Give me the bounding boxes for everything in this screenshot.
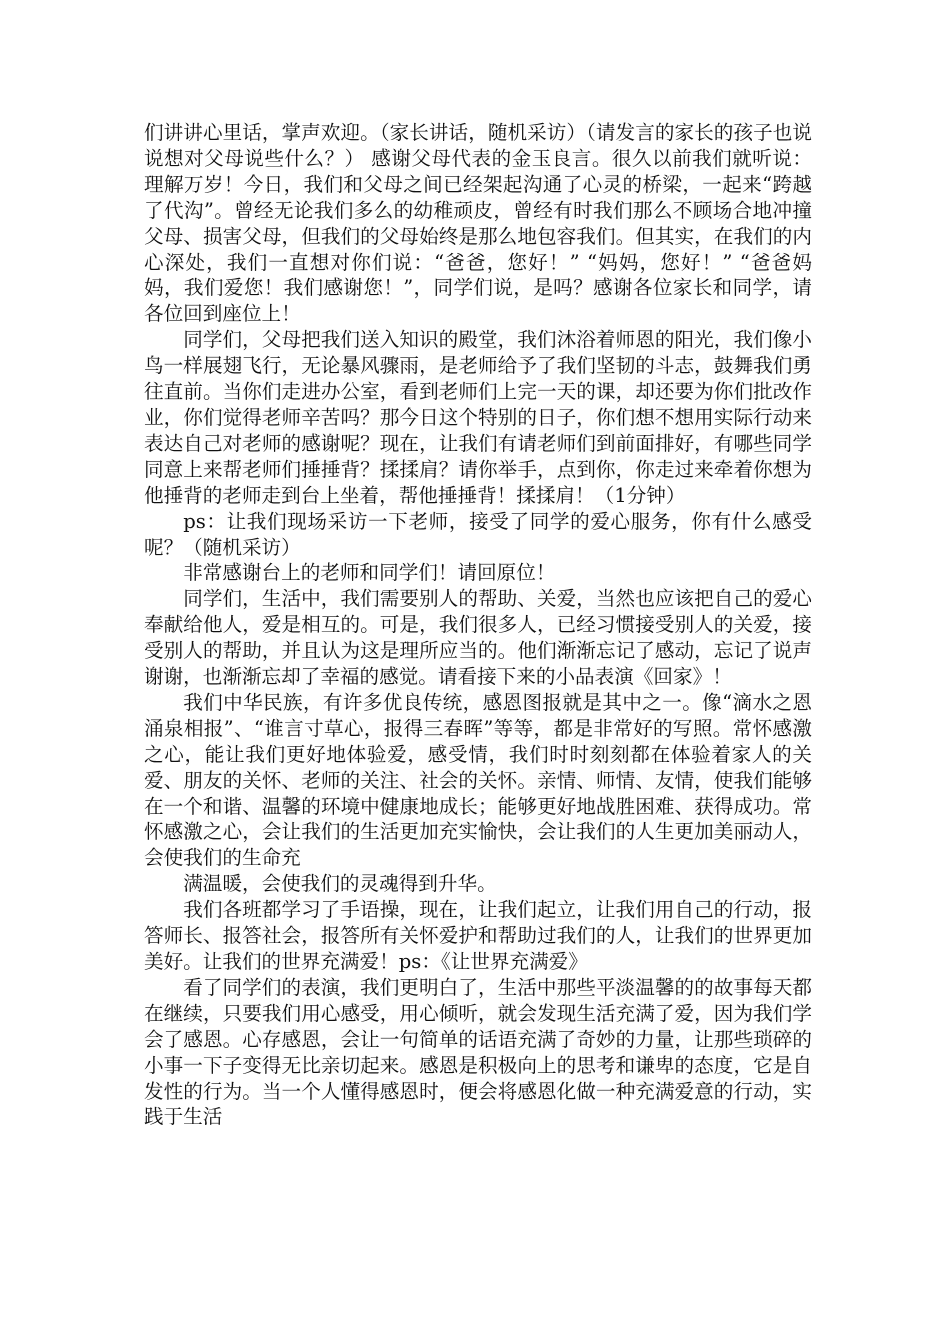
document-body <box>144 120 812 1130</box>
paragraph: 看了同学们的表演，我们更明白了，生活中那些平淡温馨的的故事每天都在继续，只要我们用心感受，用心倾听，就会发现生活充满了爱，因为我们学会了感恩。心存感恩，会让一句简单的话语充满了奇妙的力量，让那些琐碎的小事一下子变得无比亲切起来。感恩是积极向上的思考和谦卑的态度，它是自发性的行为。当一个人懂得感恩时，便会将感恩化做一种充满爱意的行动，实践于生活 <box>144 975 812 1129</box>
paragraph: 们讲讲心里话，掌声欢迎。（家长讲话，随机采访）（请发言的家长的孩子也说说想对父母说些什么？） 感谢父母代表的金玉良言。很久以前我们就听说：理解万岁！今日，我们和父母之间已经架起沟通了心灵的桥梁，一起来“跨越了代沟”。曾经无论我们多么的幼稚顽皮，曾经有时我们那么不顾场合地冲撞父母、损害父母，但我们的父母始终是那么地包容我们。但其实，在我们的内心深处，我们一直想对你们说：“爸爸，您好！” “妈妈，您好！” “爸爸妈妈，我们爱您！我们感谢您！”，同学们说，是吗？感谢各位家长和同学，请各位回到座位上！ <box>144 121 812 326</box>
paragraph: 同学们，生活中，我们需要别人的帮助、关爱，当然也应该把自己的爱心奉献给他人，爱是相互的。可是，我们很多人，已经习惯接受别人的关爱，接受别人的帮助，并且认为这是理所应当的。他们渐渐忘记了感动，忘记了说声谢谢，也渐渐忘却了幸福的感觉。请看接下来的小品表演《回家》！ <box>144 587 812 689</box>
paragraph: 满温暖，会使我们的灵魂得到升华。 <box>183 872 497 896</box>
paragraph: 我们中华民族，有许多优良传统，感恩图报就是其中之一。像“滴水之恩涌泉相报”、“谁言寸草心，报得三春晖”等等，都是非常好的写照。常怀感激之心，能让我们更好地体验爱，感受情，我们时时刻刻都在体验着家人的关爱、朋友的关怀、老师的关注、社会的关怀。亲情、师情、友情，使我们能够在一个和谐、温馨的环境中健康地成长；能够更好地战胜困难、获得成功。常怀感激之心，会让我们的生活更加充实愉快，会让我们的人生更加美丽动人，会使我们的生命充 <box>144 690 812 870</box>
paragraph: 同学们，父母把我们送入知识的殿堂，我们沐浴着师恩的阳光，我们像小鸟一样展翅飞行，无论暴风骤雨，是老师给予了我们坚韧的斗志，鼓舞我们勇往直前。当你们走进办公室，看到老师们上完一天的课，却还要为你们批改作业，你们觉得老师辛苦吗？那今日这个特别的日子，你们想不想用实际行动来表达自己对老师的感谢呢？现在，让我们有请老师们到前面排好，有哪些同学同意上来帮老师们捶捶背？揉揉肩？请你举手，点到你，你走过来牵着你想为他捶背的老师走到台上坐着，帮他捶捶背！揉揉肩！（1分钟） <box>144 328 812 507</box>
paragraph: ps：让我们现场采访一下老师，接受了同学的爱心服务，你有什么感受呢？（随机采访） <box>144 509 812 559</box>
paragraph: 我们各班都学习了手语操，现在，让我们起立，让我们用自己的行动，报答师长、报答社会，报答所有关怀爱护和帮助过我们的人，让我们的世界更加美好。让我们的世界充满爱！ps：《让世界充满爱》 <box>144 898 812 973</box>
paragraph: 非常感谢台上的老师和同学们！请回原位！ <box>183 561 556 585</box>
